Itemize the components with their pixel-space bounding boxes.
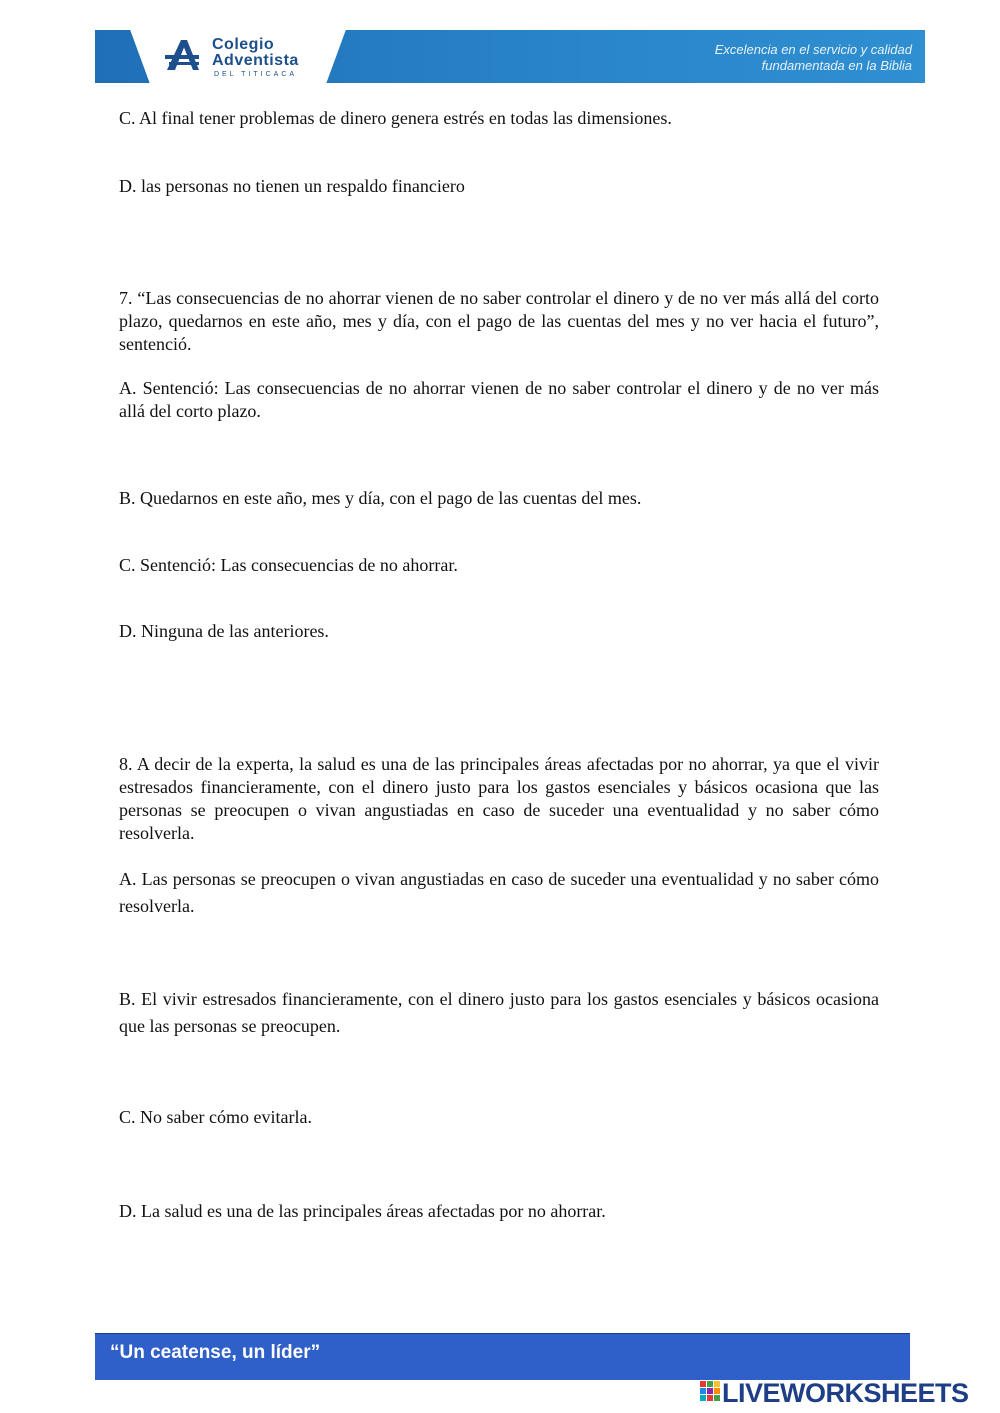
header-slogan-line2: fundamentada en la Biblia [761, 58, 912, 73]
q8-question: 8. A decir de la experta, la salud es una de las principales áreas afectadas por no ahorrar, ya que el vivir estresados financieramente, con el dinero justo para los gastos esenciales y básicos ocasiona que las personas se preocupen o vivan angustiadas en caso de suceder una eventualidad y no saber cómo resolverla. [119, 754, 879, 843]
liveworksheets-watermark: LIVEWORKSHEETS [722, 1378, 969, 1408]
logo-name-line2: Adventista [212, 52, 299, 69]
q8-option-d: D. La salud es una de las principales áreas afectadas por no ahorrar. [119, 1201, 606, 1221]
q7-option-c: C. Sentenció: Las consecuencias de no ahorrar. [119, 555, 458, 575]
q6-option-d: D. las personas no tienen un respaldo financiero [119, 176, 465, 196]
q8-option-c: C. No saber cómo evitarla. [119, 1107, 312, 1127]
footer-motto: “Un ceatense, un líder” [110, 1342, 321, 1363]
q8-option-a: A. Las personas se preocupen o vivan angustiadas en caso de suceder una eventualidad y no saber cómo resolverla. [119, 869, 879, 916]
header-slogan-line1: Excelencia en el servicio y calidad [714, 42, 912, 57]
q6-option-c: C. Al final tener problemas de dinero genera estrés en todas las dimensiones. [119, 108, 672, 128]
liveworksheets-logo-icon [700, 1381, 722, 1407]
q8-option-b: B. El vivir estresados financieramente, con el dinero justo para los gastos esenciales y básicos ocasiona que las personas se preocupen. [119, 989, 879, 1036]
q7-question: 7. “Las consecuencias de no ahorrar vienen de no saber controlar el dinero y de no ver más allá del corto plazo, quedarnos en este año, mes y día, con el pago de las cuentas del mes y no ver hacia el futuro”, sentenció. [119, 288, 879, 354]
q7-option-b: B. Quedarnos en este año, mes y día, con el pago de las cuentas del mes. [119, 488, 642, 508]
q7-option-d: D. Ninguna de las anteriores. [119, 621, 329, 641]
school-logo-icon [163, 38, 203, 72]
logo-name-line3: DEL TITICACA [214, 71, 298, 78]
logo-name-line1: Colegio [212, 36, 275, 53]
q7-option-a: A. Sentenció: Las consecuencias de no ahorrar vienen de no saber controlar el dinero y de no ver más allá del corto plazo. [119, 378, 879, 421]
